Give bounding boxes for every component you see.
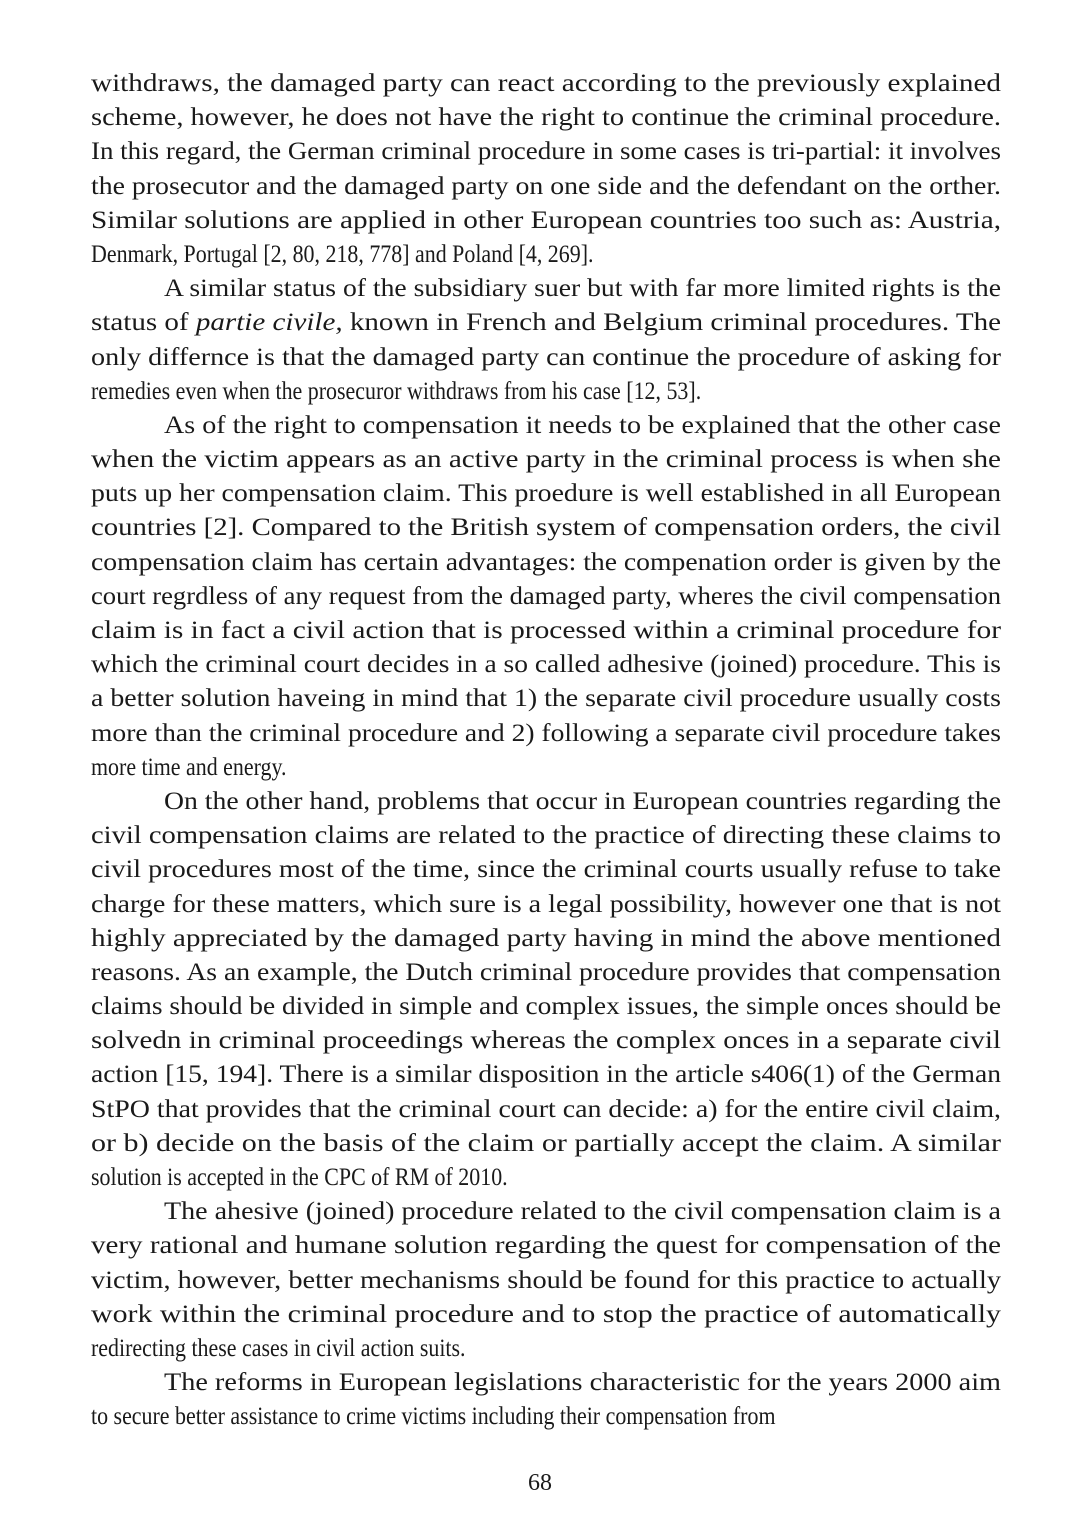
text-line: scheme, however, he does not have the right to continue the criminal procedure. xyxy=(91,102,1002,132)
text-line: civil procedures most of the time, since the criminal courts usually refuse to take xyxy=(91,854,1001,884)
paragraph xyxy=(91,408,1001,784)
text-line: to secure better assistance to crime victims including their compensation from xyxy=(91,1401,776,1431)
text-line: when the victim appears as an active party in the criminal process is when she xyxy=(91,444,1001,474)
text-line: civil compensation claims are related to the practice of directing these claims to xyxy=(91,820,1001,850)
text-line: more than the criminal procedure and 2) following a separate civil procedure takes xyxy=(91,717,1001,747)
text-line: a better solution haveing in mind that 1) the separate civil procedure usually costs xyxy=(91,683,1001,713)
text-line: As of the right to compensation it needs to be explained that the other case xyxy=(164,409,1001,439)
text-line: redirecting these cases in civil action suits. xyxy=(91,1332,466,1362)
text-line: In this regard, the German criminal procedure in some cases is tri-partial: it involves xyxy=(91,136,1001,166)
text-line: charge for these matters, which sure is a legal possibility, however one that is not xyxy=(91,888,1001,918)
paragraph xyxy=(91,1194,1001,1365)
text-line: court regrdless of any request from the damaged party, wheres the civil compensation xyxy=(91,580,1001,610)
page-number: 68 xyxy=(528,1470,552,1496)
text-line: withdraws, the damaged party can react according to the previously explained xyxy=(91,68,1001,97)
text-line: work within the criminal procedure and to stop the practice of automatically xyxy=(91,1298,1002,1328)
text-line: only differnce is that the damaged party can continue the procedure of asking for xyxy=(91,341,1001,371)
text-line: victim, however, better mechanisms should be found for this practice to actually xyxy=(91,1264,1002,1294)
text-line: Similar solutions are applied in other European countries too such as: Austria, xyxy=(91,204,1002,234)
text-line: Denmark, Portugal [2, 80, 218, 778] and Poland [4, 269]. xyxy=(91,238,594,268)
text-line: highly appreciated by the damaged party having in mind the above mentioned xyxy=(91,922,1001,952)
text-line: The ahesive (joined) procedure related to the civil compensation claim is a xyxy=(164,1196,1001,1226)
text-line: status of partie civile, known in French and Belgium criminal procedures. The xyxy=(91,307,1002,337)
text-line: reasons. As an example, the Dutch criminal procedure provides that compensation xyxy=(91,956,1001,986)
text-line: countries [2]. Compared to the British system of compensation orders, the civil xyxy=(91,512,1002,542)
text-line: claims should be divided in simple and complex issues, the simple onces should be xyxy=(91,991,1001,1021)
paragraph xyxy=(91,784,1001,1194)
text-line: remedies even when the prosecuror withdraws from his case [12, 53]. xyxy=(91,375,702,405)
body-text xyxy=(91,66,1001,1434)
text-line: On the other hand, problems that occur in European countries regarding the xyxy=(164,785,1002,815)
text-line: which the criminal court decides in a so called adhesive (joined) procedure. This is xyxy=(91,649,1002,679)
text-line: The reforms in European legislations characteristic for the years 2000 aim xyxy=(164,1367,1001,1397)
text-line: action [15, 194]. There is a similar disposition in the article s406(1) of the German xyxy=(91,1059,1001,1089)
text-line: very rational and humane solution regarding the quest for compensation of the xyxy=(91,1230,1001,1260)
text-line: StPO that provides that the criminal court can decide: a) for the entire civil claim, xyxy=(91,1093,1001,1123)
text-line: solvedn in criminal proceedings whereas the complex onces in a separate civil xyxy=(91,1025,1001,1055)
text-line: more time and energy. xyxy=(91,751,287,781)
paragraph xyxy=(91,1365,1001,1433)
text-line: or b) decide on the basis of the claim or partially accept the claim. A similar xyxy=(91,1127,1001,1157)
text-line: compensation claim has certain advantages: the compenation order is given by the xyxy=(91,546,1001,576)
paragraph xyxy=(91,66,1001,271)
text-line: puts up her compensation claim. This proedure is well established in all European xyxy=(91,478,1001,508)
paragraph xyxy=(91,271,1001,408)
text-line: the prosecutor and the damaged party on one side and the defendant on the orther. xyxy=(91,170,1001,200)
italic-term: partie civile, xyxy=(195,307,343,337)
text-line: A similar status of the subsidiary suer but with far more limited rights is the xyxy=(164,273,1001,303)
text-line: claim is in fact a civil action that is processed within a criminal procedure for xyxy=(91,615,1002,644)
text-line: solution is accepted in the CPC of RM of 2010. xyxy=(91,1162,508,1191)
